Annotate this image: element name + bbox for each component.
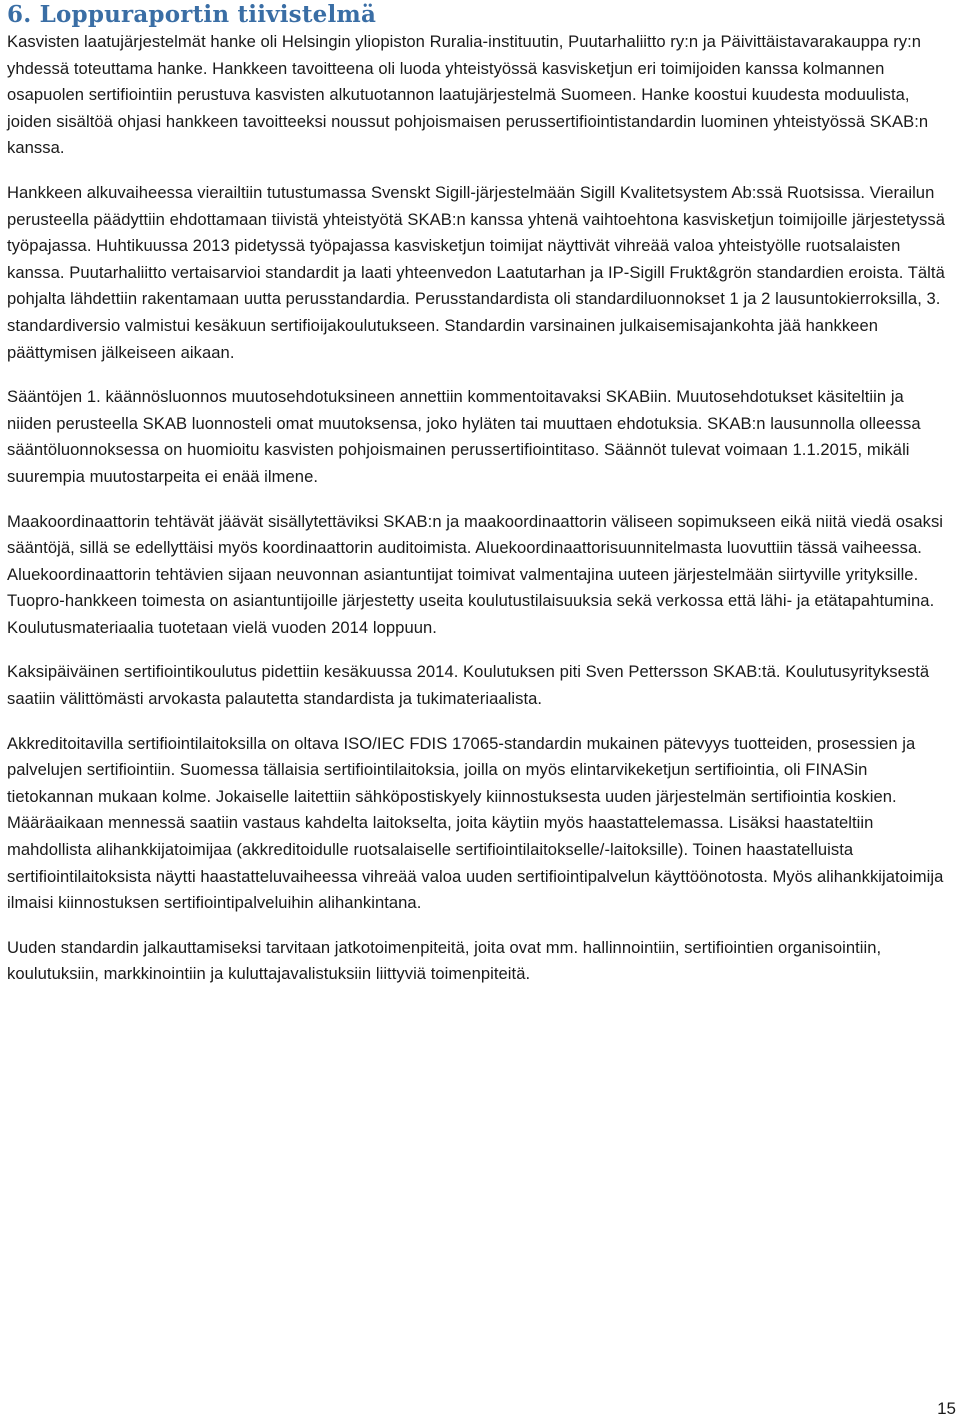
paragraph-next-steps: Uuden standardin jalkauttamiseksi tarvitaan jatkotoimenpiteitä, joita ovat mm. hallinnointiin, sertifiointien organisointiin, koulutuksiin, markkinointiin ja kuluttajavalistuksiin liittyviä toimenpiteitä. <box>7 937 882 984</box>
section-heading: 6. Loppuraportin tiivistelmä <box>7 1 377 28</box>
paragraph-early-phase: Hankkeen alkuvaiheessa vierailtiin tutustumassa Svenskt Sigill-järjestelmään Sigill Kvalitetsystem Ab:ssä Ruotsissa. Vierailun perusteella päädyttiin ehdottamaan tiivistä yhteistyötä SKAB:n kanssa yhtenä vaihtoehtona kasvisketjun toimijoille järjestetyssä työpajassa. Huhtikuussa 2013 pidetyssä työpajassa kasvisketjun toimijat näyttivät vihreää valoa yhteistyölle ruotsalaisten kanssa. Puutarhaliitto vertaisarvioi standardit ja laati yhteenvedon Laatutarhan ja IP-Sigill Frukt&grön standardien eroista. Tältä pohjalta lähdettiin rakentamaan uutta perusstandardia. Perusstandardista oli standardiluonnokset 1 ja 2 lausuntokierroksilla, 3. standardiversio valmistui kesäkuun sertifioijakoulutukseen. Standardin varsinainen julkaisemisajankohta jää hankkeen päättymisen jälkeiseen aikaan. <box>7 182 946 362</box>
paragraph-certification-bodies: Akkreditoitavilla sertifiointilaitoksilla on oltava ISO/IEC FDIS 17065-standardin mukainen pätevyys tuotteiden, prosessien ja palvelujen sertifiointiin. Suomessa tällaisia sertifiointilaitoksia, joilla on myös elintarvikeketjun sertifiointia, oli FINASin tietokannan mukaan kolme. Jokaiselle laitettiin sähköpostiskyely kiinnostuksesta uuden järjestelmän sertifiointia koskien. Määräaikaan mennessä saatiin vastaus kahdelta laitokselta, joita käytiin myös haastattelemassa. Lisäksi haastateltiin mahdollista alihankkijatoimijaa (akkreditoidulle ruotsalaiselle sertifiointilaitokselle/-laitoksille). Toinen haastatelluista sertifiointilaitoksista näytti haastatteluvaiheessa vihreää valoa uuden sertifiointipalvelun käyttöönotosta. Myös alihankkijatoimija ilmaisi kiinnostuksen sertifiointipalveluihin alihankintana. <box>7 733 944 913</box>
page-number: 15 <box>937 1399 956 1418</box>
paragraph-certification-training: Kaksipäiväinen sertifiointikoulutus pidettiin kesäkuussa 2014. Koulutuksen piti Sven Pettersson SKAB:tä. Koulutusyrityksestä saatiin välittömästi arvokasta palautetta standardista ja tukimateriaalista. <box>7 662 930 709</box>
paragraph-project-overview: Kasvisten laatujärjestelmät hanke oli Helsingin yliopiston Ruralia-instituutin, Puutarhaliitto ry:n ja Päivittäistavarakauppa ry:n yhdessä toteuttama hanke. Hankkeen tavoitteena oli luoda yhteistyössä kasvisketjun eri toimijoiden kanssa kolmannen osapuolen sertifiointiin perustuva kasvisten alkutuotannon laatujärjestelmä Suomeen. Hanke koostui kuudesta moduulista, joiden sisältöä ohjasi hankkeen tavoitteeksi noussut pohjoismaisen perussertifiointistandardin luominen yhteistyössä SKAB:n kanssa. <box>7 32 929 158</box>
document-page <box>7 0 953 1006</box>
paragraph-coordinator-tasks: Maakoordinaattorin tehtävät jäävät sisällytettäviksi SKAB:n ja maakoordinaattorin väliseen sopimukseen eikä niitä viedä osaksi sääntöjä, sillä se edellyttäisi myös koordinaattorin auditoimista. Aluekoordinaattorisuunnitelmasta luovuttiin tässä vaiheessa. Aluekoordinaattorin tehtävien sijaan neuvonnan asiantuntijat toimivat valmentajina uuteen järjestelmään siirtyville yrityksille. Tuopro-hankkeen toimesta on asiantuntijoille järjestetty useita koulutustilaisuuksia sekä verkossa että lähi- ja etätapahtumina. Koulutusmateriaalia tuotetaan vielä vuoden 2014 loppuun. <box>7 511 944 637</box>
paragraph-rules-translation: Sääntöjen 1. käännösluonnos muutosehdotuksineen annettiin kommentoitavaksi SKABiin. Muutosehdotukset käsiteltiin ja niiden perusteella SKAB luonnosteli omat muutoksensa, joko hyläten tai muuttaen ehdotuksia. SKAB:n lausunnolla olleessa sääntöluonnoksessa on huomioitu kasvisten pohjoismainen perussertifiointitaso. Säännöt tulevat voimaan 1.1.2015, mikäli suurempia muutostarpeita ei enää ilmene. <box>7 387 921 486</box>
